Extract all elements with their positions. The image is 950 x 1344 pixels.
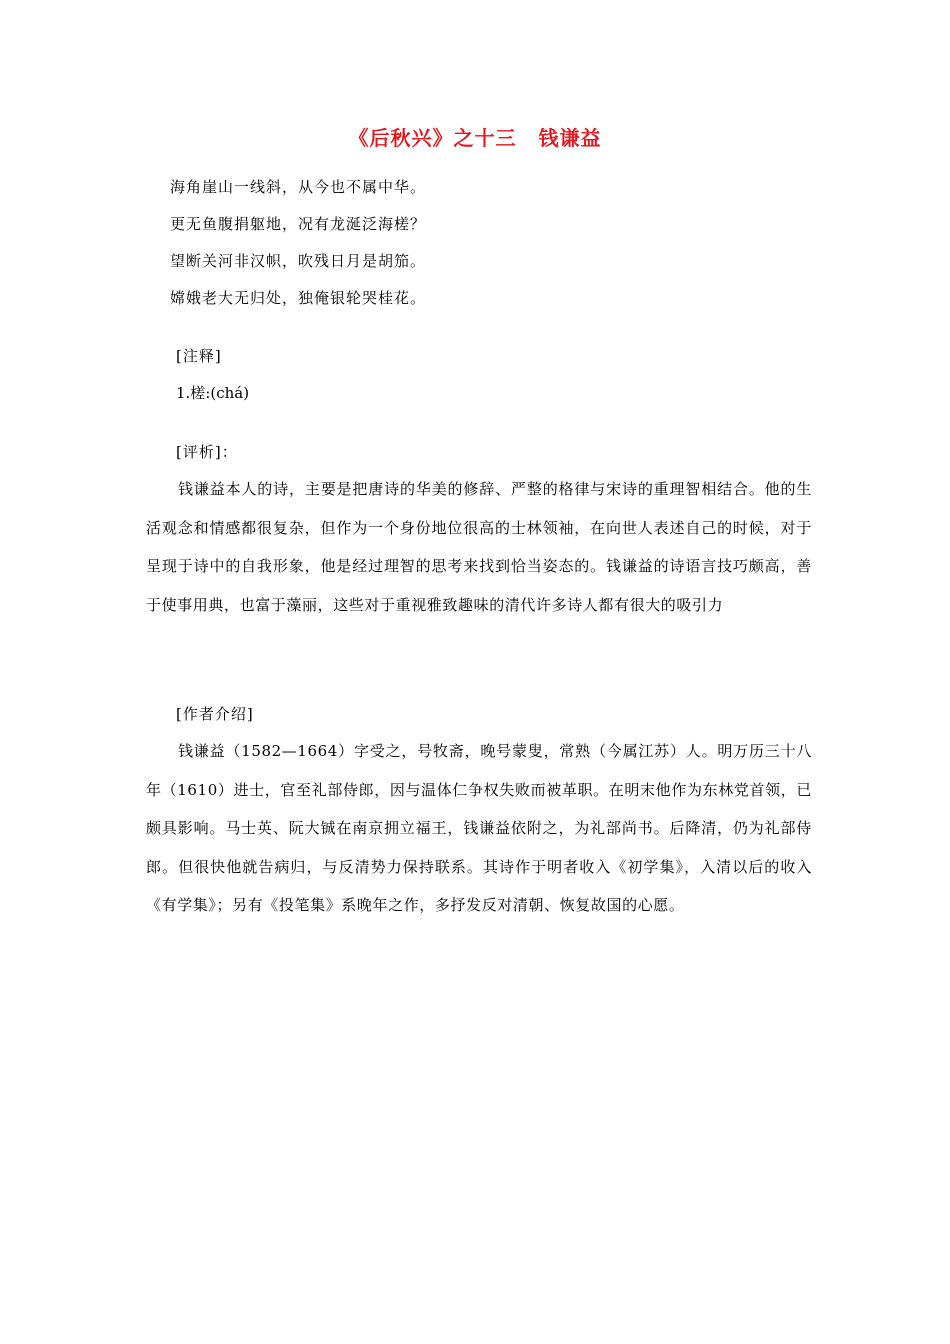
poem-body [170, 174, 810, 322]
title-main: 《后秋兴》之十三 [348, 126, 517, 150]
commentary-label: [评析]： [176, 443, 238, 461]
poem-line: 望断关河非汉帜，吹残日月是胡笳。 [170, 252, 427, 270]
title-author: 钱谦益 [538, 126, 602, 150]
poem-title [0, 122, 950, 151]
poem-line: 更无鱼腹捐躯地，况有龙涎泛海槎？ [170, 215, 427, 233]
author-intro-text: 钱谦益（1582—1664）字受之，号牧斋，晚号蒙叟，常熟（今属江苏）人。明万历三十八年（1610）进士，官至礼部侍郎，因与温体仁争权失败而被革职。在明末他作为东林党首领，已颇具影响。马士英、阮大铖在南京拥立福王，钱谦益依附之，为礼部尚书。后降清，仍为礼部侍郎。但很快他就告病归，与反清势力保持联系。其诗作于明者收入《初学集》，入清以后的收入《有学集》；另有《投笔集》系晚年之作，多抒发反对清朝、恢复故国的心愿。 [146, 742, 812, 914]
notes-label: [注释] [176, 347, 222, 365]
commentary-text: 钱谦益本人的诗，主要是把唐诗的华美的修辞、严整的格律与宋诗的重理智相结合。他的生活观念和情感都很复杂，但作为一个身份地位很高的士林领袖，在向世人表述自己的时候，对于呈现于诗中的自我形象，他是经过理智的思考来找到恰当姿态的。钱谦益的诗语言技巧颇高，善于使事用典，也富于藻丽，这些对于重视雅致趣味的清代许多诗人都有很大的吸引力 [146, 480, 812, 614]
note-item: 1.槎:(chá) [176, 384, 250, 402]
poem-line: 嫦娥老大无归处，独俺银轮哭桂花。 [170, 289, 427, 307]
author-intro-label: [作者介绍] [176, 705, 254, 723]
poem-line: 海角崖山一线斜，从今也不属中华。 [170, 178, 427, 196]
